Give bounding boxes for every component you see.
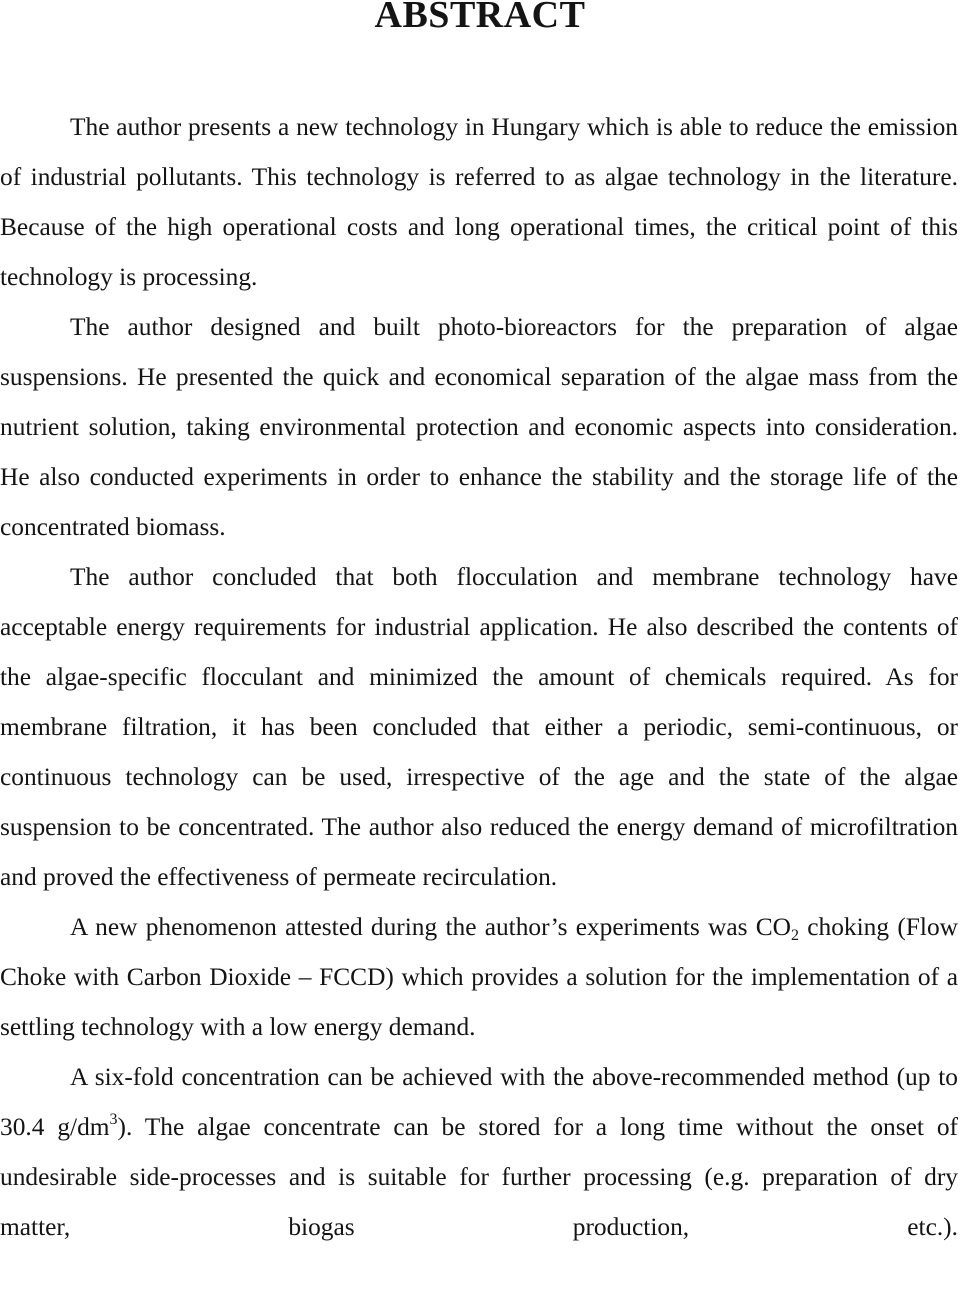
paragraph-4-text-a: A new phenomenon attested during the author’s experiments was CO	[70, 913, 792, 941]
paragraph-5-text-a: A six-fold concentration can be achieved with the above-recommended method (up to 30.4 g/dm	[0, 1063, 958, 1141]
abstract-heading: ABSTRACT	[374, 0, 586, 36]
paragraph-2: The author designed and built photo-bioreactors for the preparation of algae suspensions. He presented the quick and economical separation of the algae mass from the nutrient solution, taking environmental protection and economic aspects into consideration. He also conducted experiments in order to enhance the stability and the storage life of the concentrated biomass.	[0, 313, 958, 541]
paragraph-5-text-b: ). The algae concentrate can be stored for a long time without the onset of undesirable side-processes and is suitable for further processing (e.g. preparation of dry matter, biogas production, etc.).	[0, 1113, 958, 1241]
paragraph-4-text-b: choking (Flow Choke with Carbon Dioxide – FCCD) which provides a solution for the implementation of a settling technology with a low energy demand.	[0, 913, 958, 1041]
paragraph-5	[0, 1052, 958, 1252]
abstract-body	[0, 102, 958, 1252]
co2-subscript: 2	[791, 927, 800, 944]
paragraph-3: The author concluded that both flocculation and membrane technology have acceptable energy requirements for industrial application. He also described the contents of the algae-specific flocculant and minimized the amount of chemicals required. As for membrane filtration, it has been concluded that either a periodic, semi-continuous, or continuous technology can be used, irrespective of the age and the state of the algae suspension to be concentrated. The author also reduced the energy demand of microfiltration and proved the effectiveness of permeate recirculation.	[0, 563, 958, 891]
paragraph-1: The author presents a new technology in Hungary which is able to reduce the emission of industrial pollutants. This technology is referred to as algae technology in the literature. Because of the high operational costs and long operational times, the critical point of this technology is processing.	[0, 113, 958, 291]
paragraph-4	[0, 902, 958, 1052]
dm3-superscript: 3	[109, 1111, 118, 1128]
